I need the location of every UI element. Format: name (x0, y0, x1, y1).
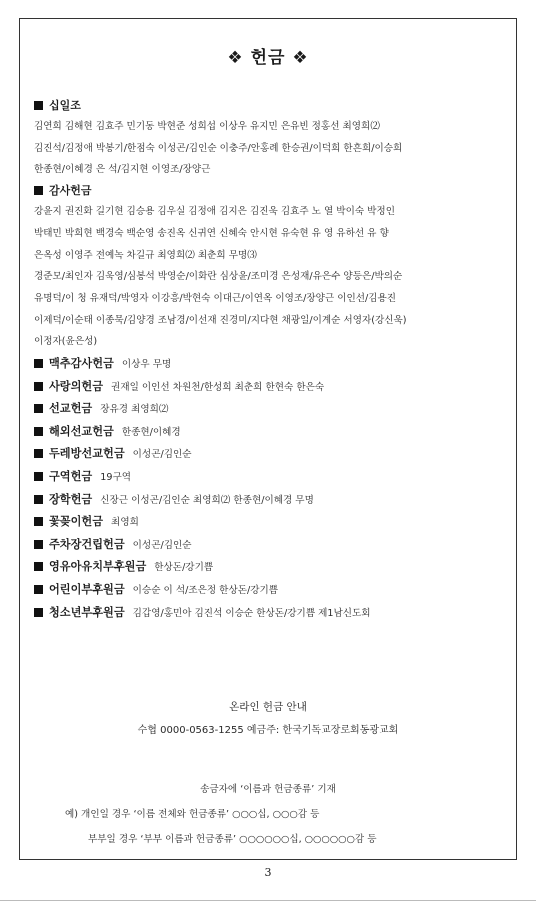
offering-row (34, 376, 504, 399)
names-line: 한종현/이혜경 은 석/김지현 이영조/장양근 (34, 164, 211, 176)
square-bullet-icon (34, 427, 43, 436)
offering-row (34, 443, 504, 466)
offering-names: 김갑영/홍민아 김진석 이승순 한상돈/강기쁨 제1남신도회 (132, 607, 371, 619)
section-tithe (34, 96, 504, 181)
square-bullet-icon (34, 472, 43, 481)
offering-label: 꽃꽂이헌금 (49, 515, 104, 529)
offering-label: 어린이부후원금 (49, 582, 125, 596)
offering-row (34, 534, 504, 557)
square-bullet-icon (34, 404, 43, 413)
square-bullet-icon (34, 495, 43, 504)
section-label: 감사헌금 (49, 184, 92, 198)
bank-account: 수협 0000-0563-1255 예금주: 한국기독교장로회동광교회 (137, 725, 399, 736)
offering-names: 이성곤/김인순 (132, 539, 192, 551)
offering-label: 사랑의헌금 (49, 379, 104, 393)
offering-row (34, 353, 504, 376)
square-bullet-icon (34, 517, 43, 526)
names-line: 유명덕/이 청 유재덕/박영자 이강흥/박현숙 이대근/이연옥 이영조/장양근 이인선/김용진 (34, 292, 397, 304)
remittance-notice (20, 777, 516, 852)
names-line: 김진석/김정애 박봉기/한점숙 이성곤/김인순 이충주/안홍례 한승권/이덕희 한흔희/이승희 (34, 142, 403, 154)
offering-names: 권재일 이인선 차원천/한성희 최춘희 한현숙 한은숙 (111, 381, 325, 393)
square-bullet-icon (34, 562, 43, 571)
square-bullet-icon (34, 540, 43, 549)
offering-label: 구역헌금 (49, 470, 93, 483)
offering-names: 신장근 이성곤/김인순 최영희⑵ 한종현/이혜경 무명 (100, 494, 314, 506)
offering-label: 장학헌금 (49, 492, 93, 506)
offering-label: 주차장건립헌금 (49, 537, 125, 551)
offering-row (34, 421, 504, 444)
offering-label: 해외선교헌금 (49, 424, 114, 438)
offering-names: 이승순 이 석/조은정 한상돈/강기쁨 (132, 584, 279, 596)
notice-line: 송금자에 ‘이름과 헌금종류’ 기재 (200, 784, 336, 795)
names-line: 경준모/최인자 김욱영/심봉석 박영순/이화란 심상윤/조미경 은성재/유은수 양등은/박의순 (34, 271, 403, 283)
online-heading: 온라인 헌금 안내 (229, 701, 307, 713)
square-bullet-icon (34, 186, 43, 195)
square-bullet-icon (34, 608, 43, 617)
offering-row (34, 511, 504, 534)
names-line: 박태민 박희현 백경숙 백순영 송진옥 신귀연 신혜숙 안시현 유숙현 유 영 유하선 유 향 (34, 227, 389, 239)
square-bullet-icon (34, 382, 43, 391)
offering-page-frame (19, 18, 517, 860)
offering-names: 이성곤/김인순 (132, 449, 192, 461)
square-bullet-icon (34, 449, 43, 458)
offering-names: 한상돈/강기쁨 (154, 562, 214, 574)
names-line: 이제덕/이순태 이종묵/김양경 조남경/이선재 진경미/지다현 채광일/이계순 서영자(강신욱) (34, 314, 407, 326)
bottom-divider (0, 900, 536, 901)
offering-row (34, 556, 504, 579)
notice-line: 부부일 경우 ‘부부 이름과 헌금종류’ ○○○○○○십, ○○○○○○감 등 (88, 834, 377, 845)
offering-list (34, 96, 504, 624)
offering-row (34, 398, 504, 421)
offering-label: 청소년부후원금 (49, 605, 125, 619)
offering-names: 이상우 무명 (121, 359, 172, 371)
names-line: 김연희 김해현 김효주 민기동 박현준 성희섭 이상우 유지민 은유빈 정홍선 최영희⑵ (34, 121, 380, 132)
offering-label: 영유아유치부후원금 (49, 560, 147, 574)
notice-line: 예) 개인일 경우 ‘이름 전체와 헌금종류’ ○○○십, ○○○감 등 (65, 809, 320, 820)
page-number: 3 (264, 866, 272, 879)
names-line: 강윤지 권진화 길기현 김승용 김우실 김정애 김지은 김진욱 김효주 노 열 박이숙 박정인 (34, 206, 395, 218)
offering-names: 한종현/이혜경 (121, 426, 181, 438)
offering-label: 두레방선교헌금 (49, 447, 125, 461)
offering-row (34, 579, 504, 602)
names-line: 은옥성 이영주 전예녹 차길규 최영희⑵ 최춘희 무명⑶ (34, 249, 257, 261)
offering-label: 맥추감사헌금 (49, 357, 114, 371)
offering-label: 선교헌금 (49, 402, 93, 416)
section-thanksgiving (34, 181, 504, 353)
offering-names: 장유경 최영희⑵ (100, 404, 169, 416)
online-offering-info (20, 697, 516, 741)
square-bullet-icon (34, 101, 43, 110)
offering-row (34, 466, 504, 489)
offering-names: 최영희 (111, 517, 139, 529)
names-line: 이정자(윤은성) (34, 336, 98, 348)
offering-names: 19구역 (100, 472, 131, 483)
page-title: ❖ 헌금 ❖ (227, 48, 309, 68)
section-label: 십일조 (49, 99, 81, 112)
square-bullet-icon (34, 585, 43, 594)
offering-row (34, 602, 504, 625)
offering-row (34, 489, 504, 512)
square-bullet-icon (34, 359, 43, 368)
